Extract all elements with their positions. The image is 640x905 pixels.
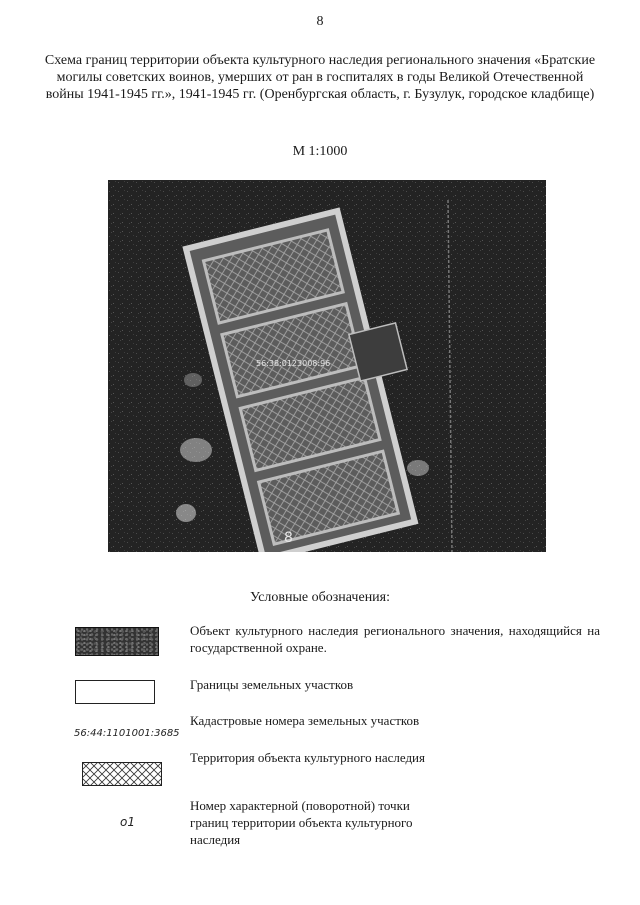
cadastral-number-sample: 56:44:1101001:3685 [74, 728, 180, 739]
light-spot [407, 460, 429, 476]
cadastral-map [108, 180, 546, 552]
turning-point-sample: о1 [120, 815, 135, 829]
heritage-object-symbol [75, 627, 159, 656]
legend-text-point: Номер характерной (поворотной) точки границ территории объекта культурного наследия [190, 798, 413, 847]
land-parcel-boundary-symbol [75, 680, 155, 704]
legend-text-heritage: Объект культурного наследия регионального значения, находящийся на государственной охране. [190, 623, 600, 655]
legend-title: Условные обозначения: [249, 590, 391, 605]
map-cadastral-label: 56:38:0123008:96 [256, 359, 331, 368]
legend-text-territory: Территория объекта культурного наследия [190, 750, 425, 765]
map-point-label: 8 [284, 530, 293, 546]
adjacent-building [349, 323, 407, 381]
legend-text-cadastral: Кадастровые номера земельных участков [190, 713, 420, 728]
map-svg [108, 180, 546, 552]
page-number: 8 [316, 14, 324, 29]
map-scale: М 1:1000 [292, 144, 348, 159]
light-spot [176, 504, 196, 522]
light-spot [180, 438, 212, 462]
legend-text-parcel: Границы земельных участков [190, 677, 354, 692]
light-spot [184, 373, 202, 387]
document-title: Схема границ территории объекта культурного наследия регионального значения «Братские могилы советских воинов, умерших от ран в госпиталях в годы Великой Отечественной войны 1941-1945 гг.», 1941-1945 гг. (Оренбургская область, г. Бузулук, городское кладбище) [44, 53, 596, 102]
crosshatch-territory-symbol [82, 762, 162, 791]
